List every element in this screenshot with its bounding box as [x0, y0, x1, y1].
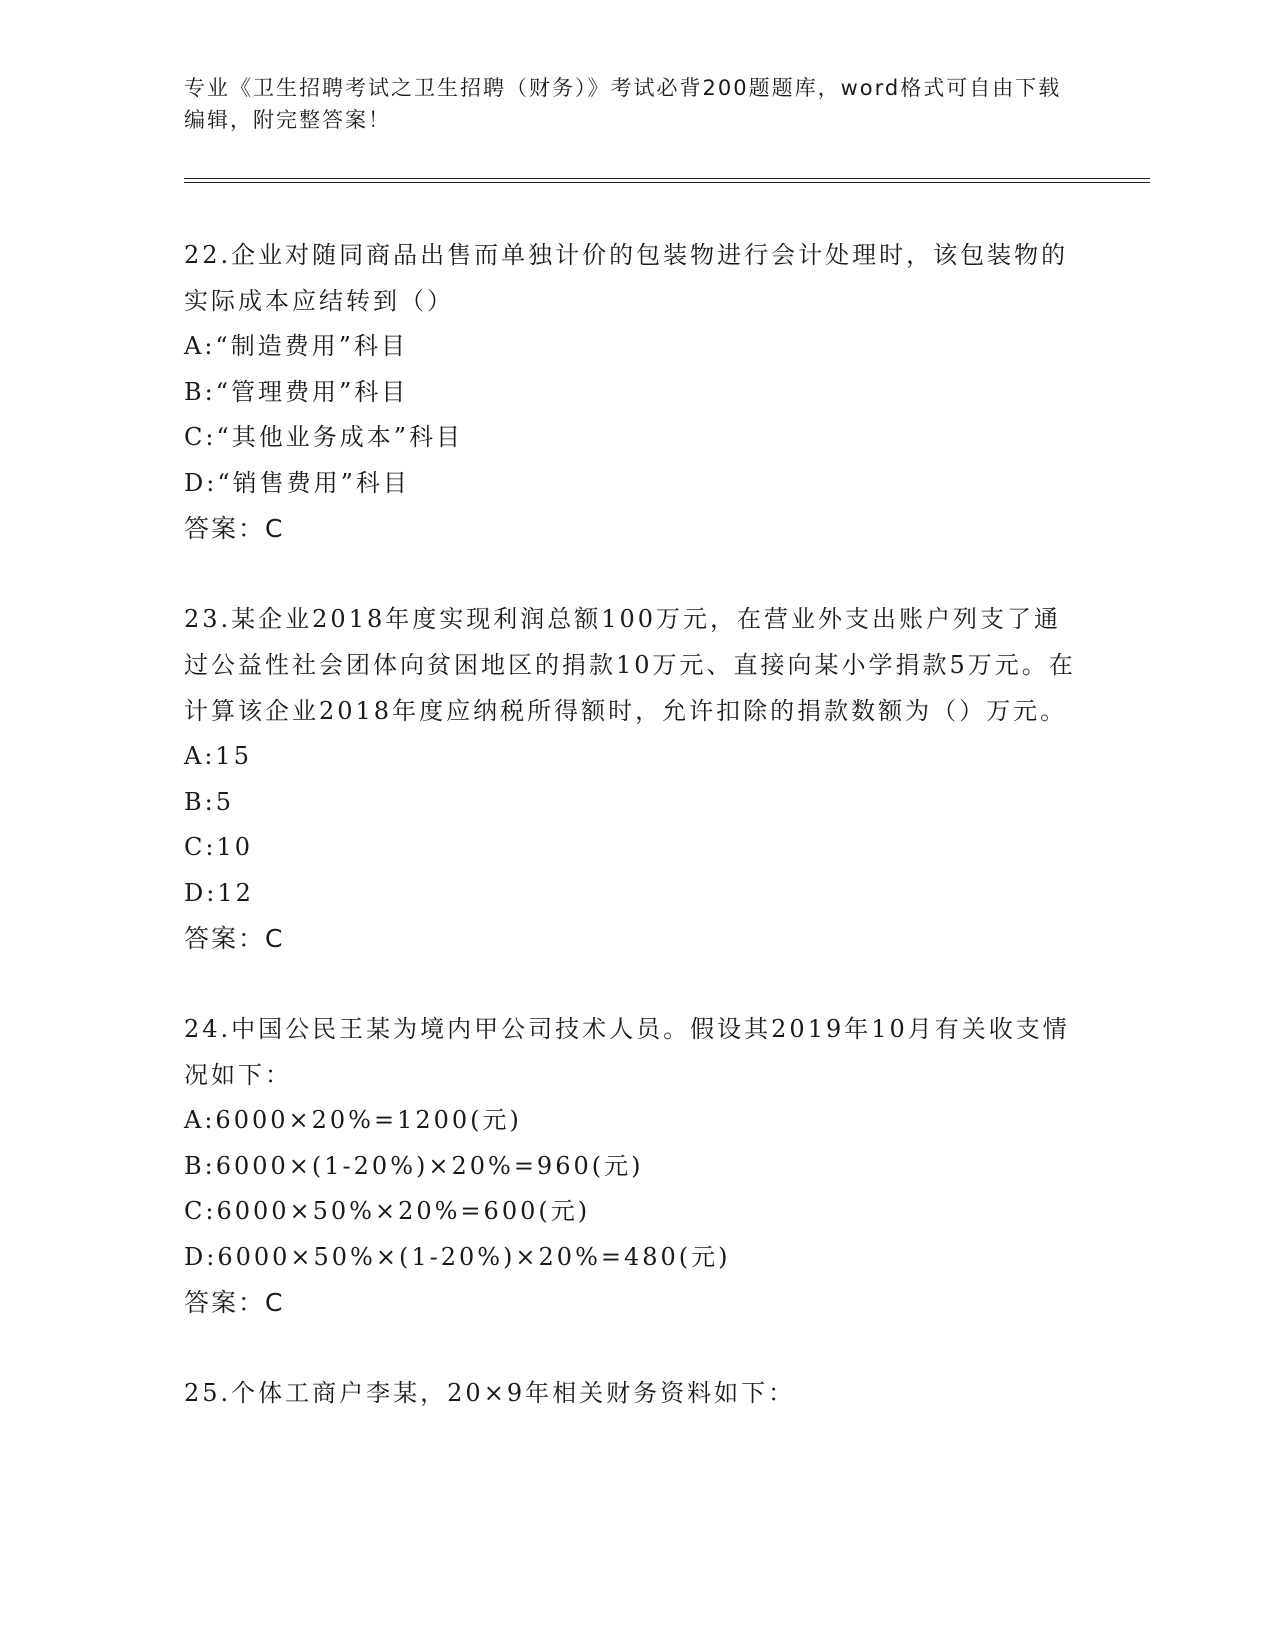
question-stem: 24.中国公民王某为境内甲公司技术人员。假设其2019年10月有关收支情况如下： — [184, 1015, 1070, 1089]
question-stem: 22.企业对随同商品出售而单独计价的包装物进行会计处理时，该包装物的实际成本应结转到（） — [184, 241, 1069, 315]
question-stem: 23.某企业2018年度实现利润总额100万元，在营业外支出账户列支了通过公益性社会团体向贫困地区的捐款10万元、直接向某小学捐款5万元。在计算该企业2018年度应纳税所得额时，允许扣除的捐款数额为（）万元。 — [184, 605, 1076, 725]
answer-line: 答案：C — [184, 924, 285, 953]
option-a: A:6000×20%=1200(元) — [184, 1106, 522, 1134]
question-24 — [184, 1006, 1084, 1326]
question-22 — [184, 232, 1084, 552]
option-c: C:10 — [184, 833, 253, 861]
question-23 — [184, 596, 1084, 962]
header-divider-top — [184, 178, 1150, 179]
option-d: D:12 — [184, 878, 254, 907]
option-b: B:6000×(1-20%)×20%=960(元) — [184, 1151, 644, 1180]
option-a: A:“制造费用”科目 — [184, 332, 408, 360]
option-d: D:“销售费用”科目 — [184, 468, 410, 497]
question-stem: 25.个体工商户李某，20×9年相关财务资料如下： — [184, 1379, 796, 1407]
question-25 — [184, 1370, 1084, 1416]
option-c: C:6000×50%×20%=600(元) — [184, 1197, 591, 1225]
option-b: B:“管理费用”科目 — [184, 377, 409, 406]
question-list — [184, 232, 1084, 1460]
option-c: C:“其他业务成本”科目 — [184, 423, 463, 451]
document-header: 专业《卫生招聘考试之卫生招聘（财务）》考试必背200题题库，word格式可自由下载编辑，附完整答案！ — [184, 76, 1062, 132]
option-b: B:5 — [184, 787, 234, 816]
header-divider-bottom — [184, 182, 1150, 183]
option-a: A:15 — [184, 742, 252, 770]
option-d: D:6000×50%×(1-20%)×20%=480(元) — [184, 1242, 731, 1271]
answer-line: 答案：C — [184, 1288, 285, 1317]
answer-line: 答案：C — [184, 514, 285, 543]
